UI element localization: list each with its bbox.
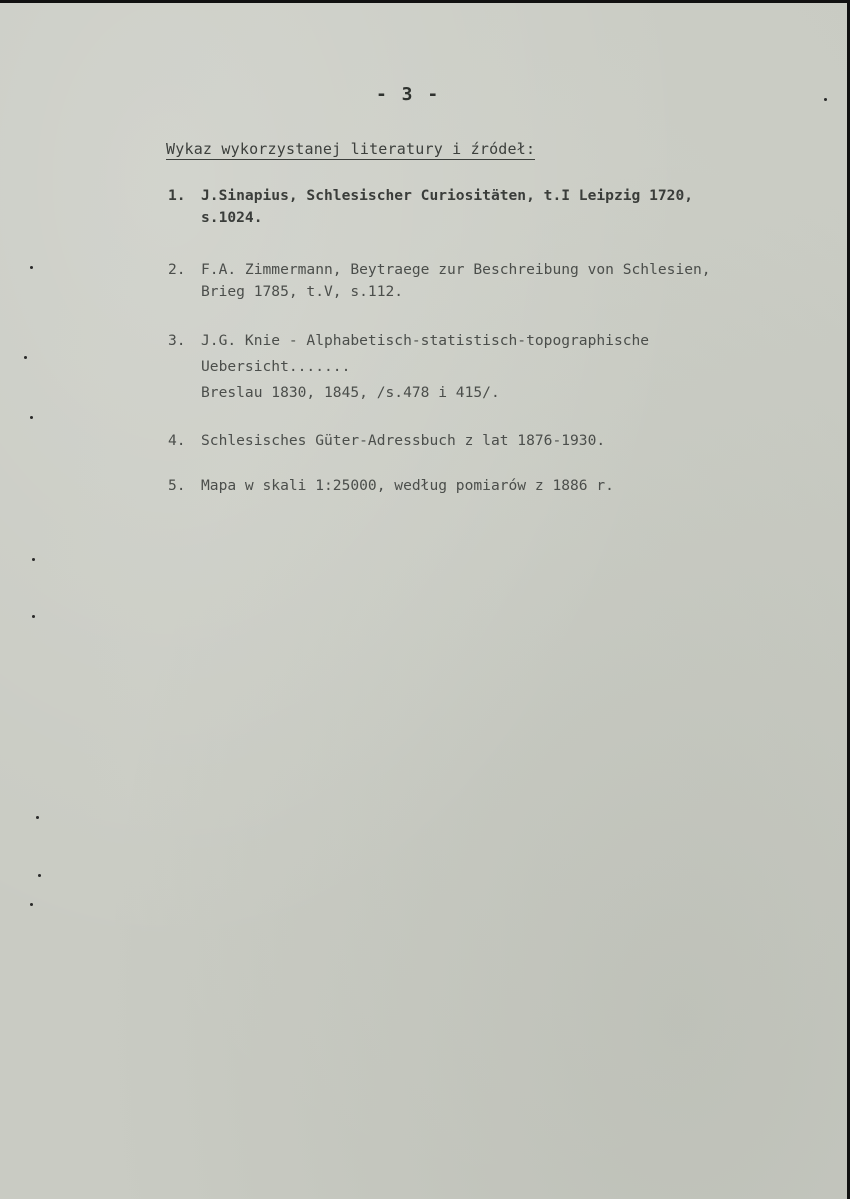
entry-text: Mapa w skali 1:25000, według pomiarów z 1886 r.	[201, 477, 614, 494]
entry-text: Schlesisches Güter-Adressbuch z lat 1876-1930.	[201, 432, 606, 449]
margin-speck	[32, 558, 35, 561]
entry-number: 5.	[168, 477, 186, 494]
entry-text: J.G. Knie - Alphabetisch-statistisch-topographische	[201, 332, 650, 349]
entry-text-continued: Uebersicht.......	[201, 358, 351, 375]
entry-number: 4.	[168, 432, 186, 449]
bibliography-entry-1	[168, 185, 693, 229]
margin-speck	[30, 266, 33, 269]
margin-speck	[30, 903, 33, 906]
margin-speck	[36, 816, 39, 819]
entry-text: F.A. Zimmermann, Beytraege zur Beschreibung von Schlesien,	[201, 261, 711, 278]
margin-speck	[30, 416, 33, 419]
entry-number: 1.	[168, 187, 186, 204]
entry-text-continued: Breslau 1830, 1845, /s.478 i 415/.	[201, 384, 500, 401]
margin-speck	[824, 98, 827, 101]
bibliography-heading: Wykaz wykorzystanej literatury i źródeł:	[166, 140, 536, 158]
page-number: - 3 -	[376, 84, 441, 105]
margin-speck	[38, 874, 41, 877]
bibliography-entry-3	[168, 330, 649, 404]
entry-text-continued: s.1024.	[201, 209, 263, 226]
bibliography-entry-2	[168, 259, 711, 303]
entry-number: 3.	[168, 332, 186, 349]
entry-text-continued: Brieg 1785, t.V, s.112.	[201, 283, 404, 300]
entry-number: 2.	[168, 261, 186, 278]
bibliography-entry-4	[168, 430, 605, 452]
entry-text: J.Sinapius, Schlesischer Curiositäten, t.I Leipzig 1720,	[201, 187, 694, 204]
margin-speck	[32, 615, 35, 618]
bibliography-entry-5	[168, 475, 614, 497]
margin-speck	[24, 356, 27, 359]
